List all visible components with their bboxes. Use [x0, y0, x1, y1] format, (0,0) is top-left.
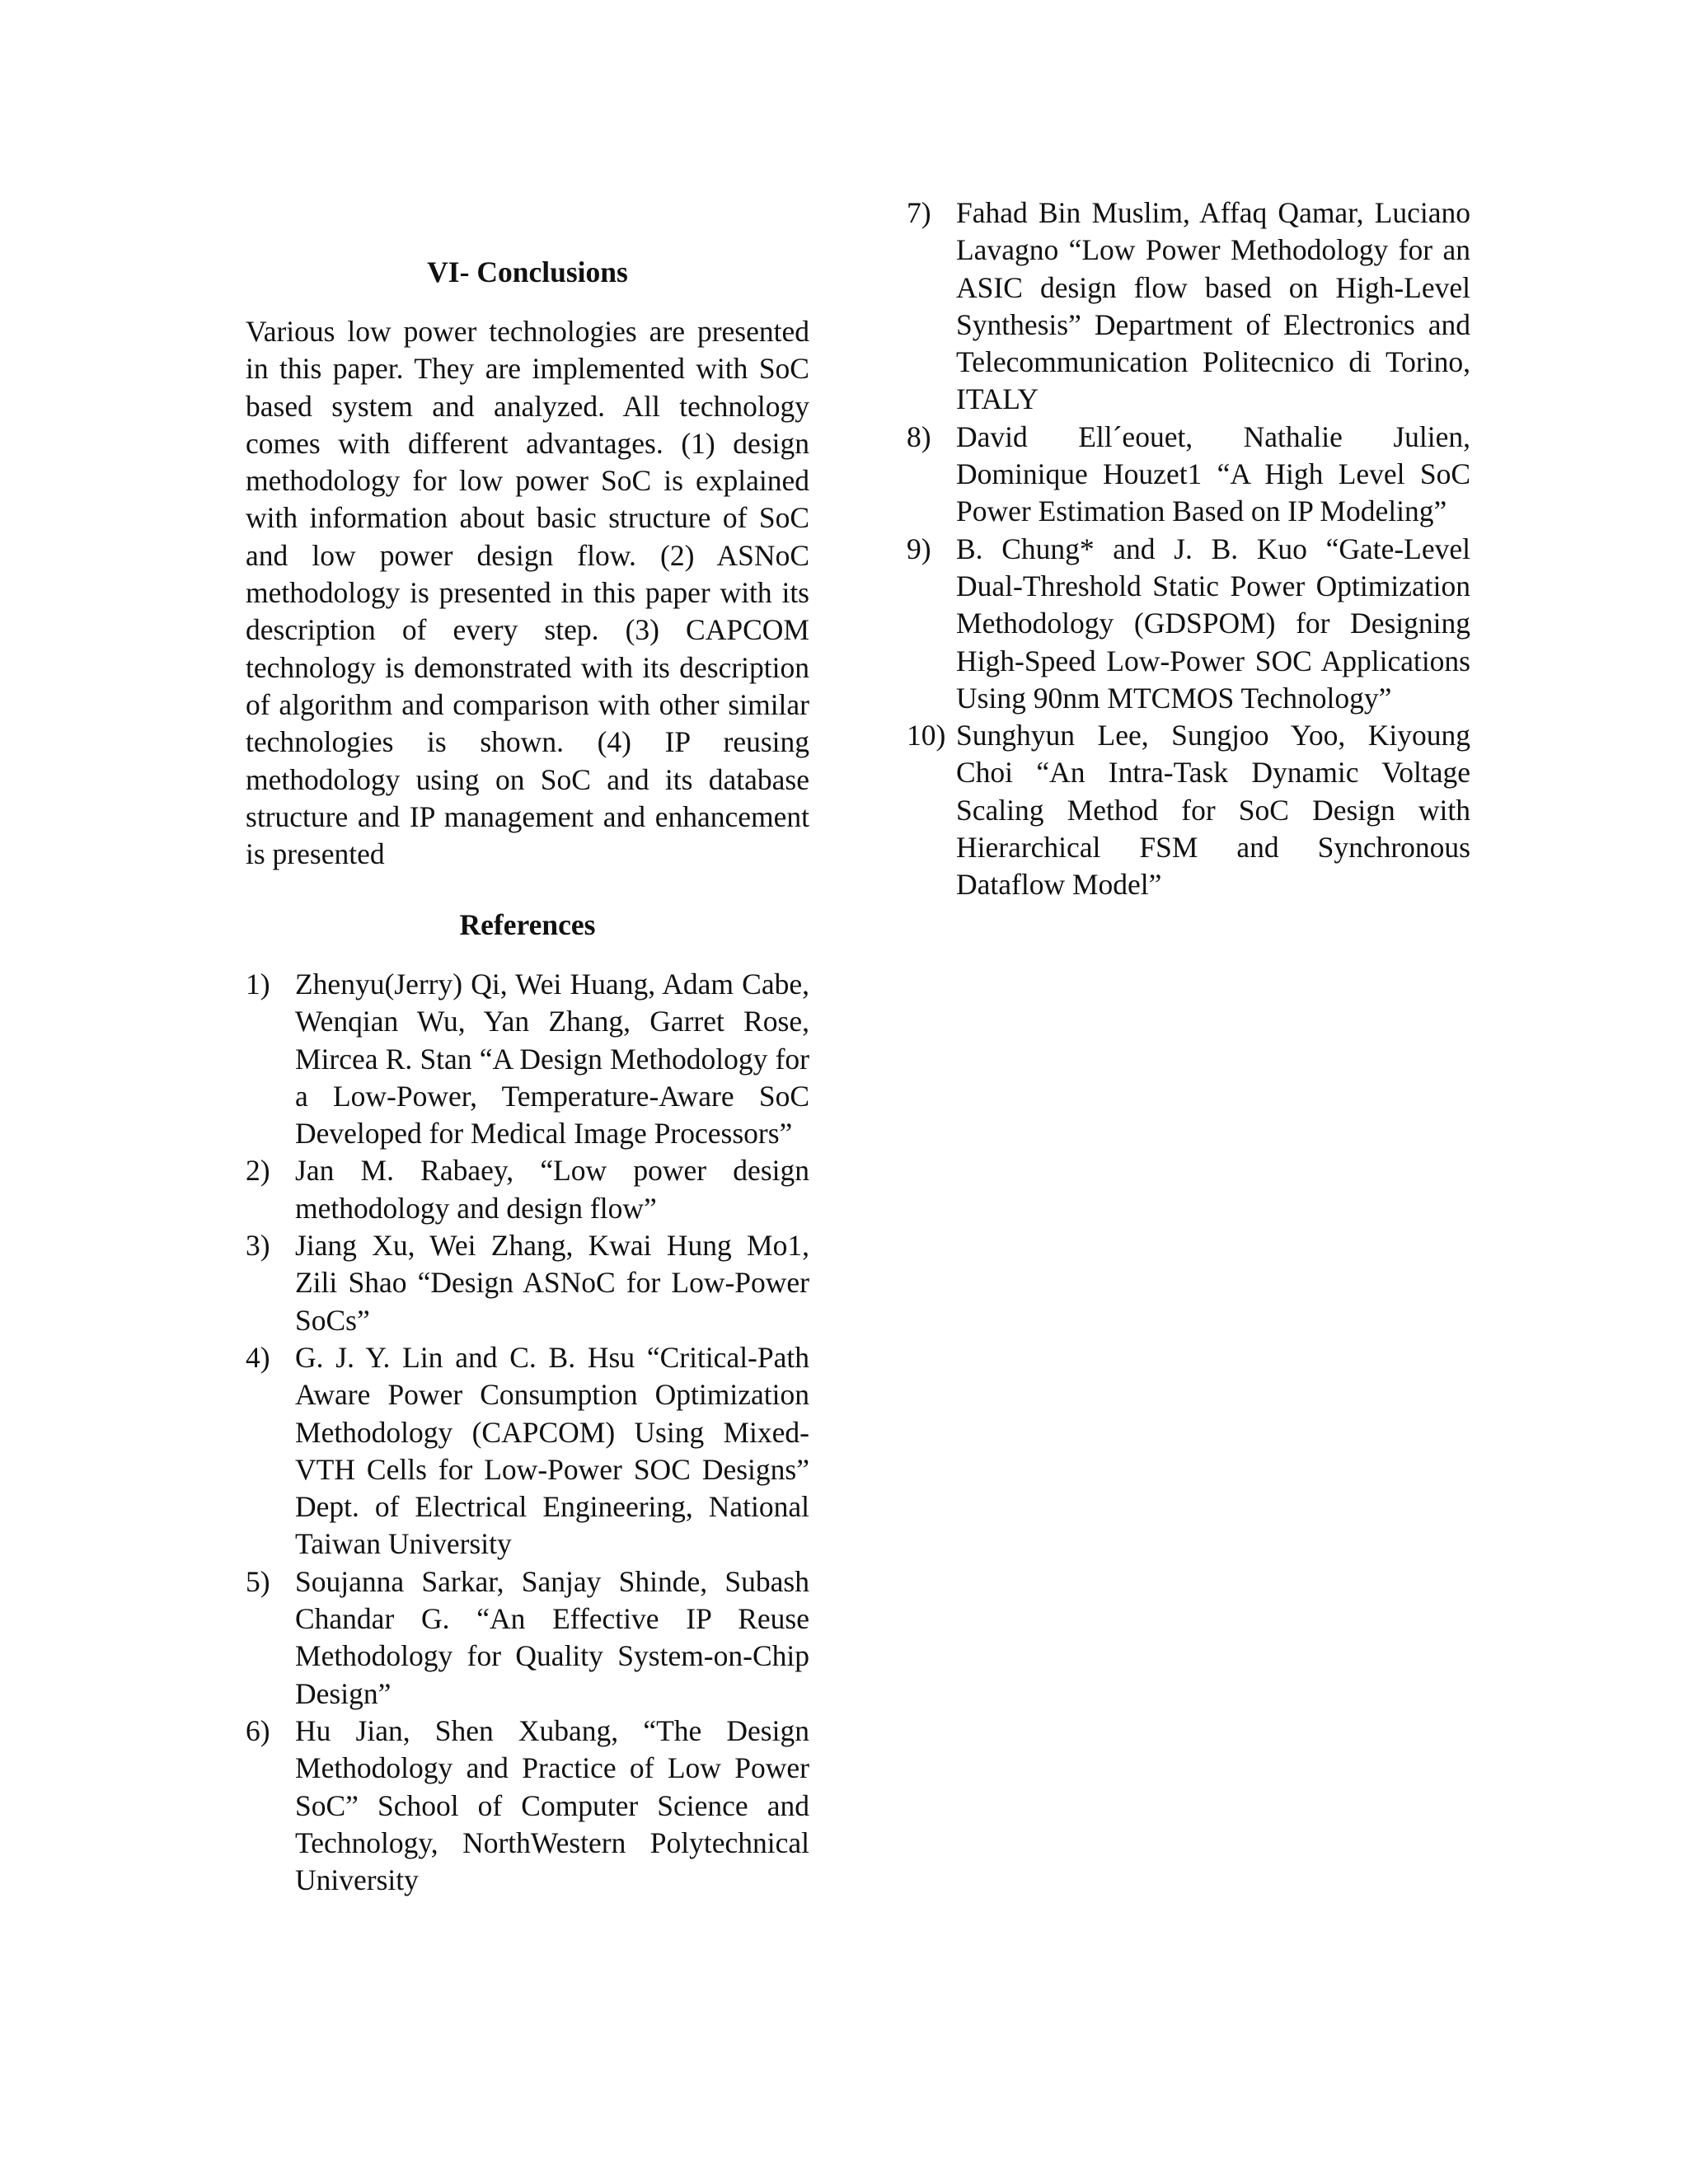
reference-text: Jan M. Rabaey, “Low power design methodology and design flow”	[295, 1154, 809, 1225]
reference-item-5	[246, 1563, 809, 1713]
reference-item-4	[246, 1339, 809, 1563]
reference-number: 1)	[246, 968, 270, 1001]
reference-number: 7)	[907, 196, 931, 229]
reference-item-2	[246, 1152, 809, 1227]
reference-text: Sunghyun Lee, Sungjoo Yoo, Kiyoung Choi “An Intra-Task Dynamic Voltage Scaling Method for SoC Design with Hierarchical FSM and Synchronous Dataflow Model”	[956, 719, 1470, 902]
conclusions-heading: VI- Conclusions	[427, 255, 628, 288]
reference-number: 4)	[246, 1340, 270, 1374]
reference-number: 3)	[246, 1229, 270, 1263]
reference-list-left	[246, 966, 809, 1899]
reference-number: 8)	[907, 419, 931, 453]
reference-number: 5)	[246, 1564, 270, 1598]
conclusions-paragraph: Various low power technologies are presented in this paper. They are implemented with SoC based system and analyzed. All technology comes with different advantages. (1) design methodology for low power SoC is explained with information about basic structure of SoC and low power design flow. (2) ASNoC methodology is presented in this paper with its description of every step. (3) CAPCOM technology is demonstrated with its description of algorithm and comparison with other similar technologies is shown. (4) IP reusing methodology using on SoC and its database structure and IP management and enhancement is presented	[246, 315, 809, 871]
reference-number: 9)	[907, 532, 931, 565]
reference-text: B. Chung* and J. B. Kuo “Gate-Level Dual-Threshold Static Power Optimization Methodology (GDSPOM) for Designing High-Speed Low-Power SOC Applications Using 90nm MTCMOS Technology”	[956, 532, 1470, 715]
reference-text: David Ell´eouet, Nathalie Julien, Dominique Houzet1 “A High Level SoC Power Estimation Based on IP Modeling”	[956, 419, 1470, 528]
reference-text: G. J. Y. Lin and C. B. Hsu “Critical-Path Aware Power Consumption Optimization Methodology (CAPCOM) Using Mixed-VTH Cells for Low-Power SOC Designs” Dept. of Electrical Engineering, National Taiwan University	[295, 1340, 809, 1561]
references-heading: References	[459, 908, 596, 941]
reference-item-7	[907, 194, 1470, 419]
reference-number: 6)	[246, 1713, 270, 1747]
reference-number: 2)	[246, 1154, 270, 1188]
reference-item-8	[907, 419, 1470, 531]
reference-item-3	[246, 1227, 809, 1339]
reference-item-9	[907, 531, 1470, 717]
reference-text: Hu Jian, Shen Xubang, “The Design Methodology and Practice of Low Power SoC” School of Computer Science and Technology, NorthWestern Polytechnical University	[295, 1713, 809, 1897]
reference-text: Fahad Bin Muslim, Affaq Qamar, Luciano Lavagno “Low Power Methodology for an ASIC design flow based on High-Level Synthesis” Department of Electronics and Telecommunication Politecnico di Torino, ITALY	[956, 196, 1470, 416]
reference-item-1	[246, 966, 809, 1152]
reference-text: Soujanna Sarkar, Sanjay Shinde, Subash Chandar G. “An Effective IP Reuse Methodology for Quality System-on-Chip Design”	[295, 1564, 809, 1710]
reference-item-6	[246, 1713, 809, 1899]
reference-number: 10)	[907, 719, 946, 752]
reference-list-right	[907, 194, 1470, 904]
reference-text: Zhenyu(Jerry) Qi, Wei Huang, Adam Cabe, Wenqian Wu, Yan Zhang, Garret Rose, Mircea R. Stan “A Design Methodology for a Low-Power, Temperature-Aware SoC Developed for Medical Image Processors”	[295, 968, 809, 1151]
reference-item-10	[907, 717, 1470, 903]
reference-text: Jiang Xu, Wei Zhang, Kwai Hung Mo1, Zili Shao “Design ASNoC for Low-Power SoCs”	[295, 1229, 809, 1337]
